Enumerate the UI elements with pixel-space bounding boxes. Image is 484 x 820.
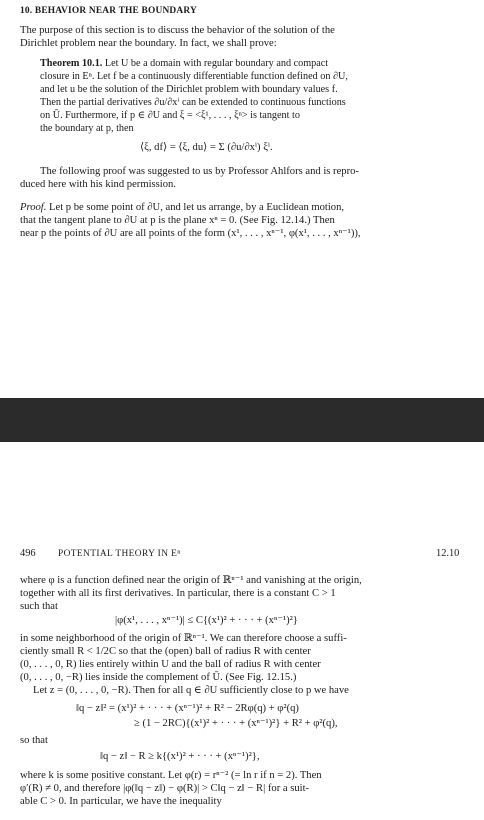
- equation-2-line-1: ‖q − z‖² = (x¹)² + · · · + (xⁿ⁻¹)² + R² − 2Rφ(q) + φ²(q): [76, 703, 299, 714]
- intro-line-2: Dirichlet problem near the boundary. In fact, we shall prove:: [20, 38, 277, 49]
- theorem-label: Theorem 10.1.: [40, 58, 103, 69]
- proof-line-3: near p the points of ∂U are all points of the form (x¹, . . . , xⁿ⁻¹, φ(x¹, . . . , xⁿ⁻¹)),: [20, 228, 361, 239]
- intro-line-1: The purpose of this section is to discuss the behavior of the solution of the: [20, 25, 335, 36]
- theorem-line-5: on Ū. Furthermore, if p ∈ ∂U and ξ = <ξ¹, . . . , ξⁿ> is tangent to: [40, 110, 300, 121]
- para-a-line-1: where φ is a function defined near the origin of ℝⁿ⁻¹ and vanishing at the origin,: [20, 575, 362, 586]
- page-divider: [0, 398, 484, 442]
- running-head: POTENTIAL THEORY IN Eⁿ: [58, 549, 181, 559]
- equation-3: ‖q − z‖ − R ≥ k{(x¹)² + · · · + (xⁿ⁻¹)²},: [100, 751, 260, 762]
- bottom-page: [0, 442, 484, 820]
- theorem-equation: ⟨ξ, df⟩ = ⟨ξ, du⟩ = Σ (∂u/∂xⁱ) ξⁱ.: [140, 142, 273, 153]
- proof-text-1: Let p be some point of ∂U, and let us arrange, by a Euclidean motion,: [46, 202, 345, 213]
- theorem-text-1: Let U be a domain with regular boundary and compact: [102, 58, 329, 69]
- para-b-line-3: (0, . . . , 0, R) lies entirely within U and the ball of radius R with center: [20, 659, 321, 670]
- top-page: [0, 0, 484, 398]
- theorem-line-2: closure in Eⁿ. Let f be a continuously differentiable function defined on ∂U,: [40, 71, 348, 82]
- section-heading: 10. BEHAVIOR NEAR THE BOUNDARY: [20, 6, 197, 16]
- section-number: 12.10: [436, 548, 460, 559]
- para-a-line-2: together with all its first derivatives. In particular, there is a constant C > 1: [20, 588, 336, 599]
- proof-line-1: [20, 201, 344, 214]
- proof-line-2: that the tangent plane to ∂U at p is the plane xⁿ = 0. (See Fig. 12.14.) Then: [20, 215, 335, 226]
- following-line-2: duced here with his kind permission.: [20, 179, 176, 190]
- para-b-line-4: (0, . . . , 0, −R) lies inside the complement of Ū. (See Fig. 12.15.): [20, 672, 297, 683]
- para-b-line-2: ciently small R < 1/2C so that the (open) ball of radius R with center: [20, 646, 311, 657]
- para-c-line-1: where k is some positive constant. Let φ(r) = rⁿ⁻² (= ln r if n = 2). Then: [20, 770, 322, 781]
- page-number: 496: [20, 548, 36, 559]
- para-b-line-1: in some neighborhood of the origin of ℝⁿ⁻¹. We can therefore choose a suffi-: [20, 633, 347, 644]
- following-line-1: The following proof was suggested to us by Professor Ahlfors and is repro-: [40, 166, 359, 177]
- equation-2-line-2: ≥ (1 − 2RC){(x¹)² + · · · + (xⁿ⁻¹)²} + R² + φ²(q),: [134, 718, 338, 729]
- theorem-line-4: Then the partial derivatives ∂u/∂xⁱ can be extended to continuous functions: [40, 97, 346, 108]
- para-b-line-5: Let z = (0, . . . , 0, −R). Then for all q ∈ ∂U sufficiently close to p we have: [33, 685, 349, 696]
- para-a-line-3: such that: [20, 601, 58, 612]
- para-c-line-2: φ′(R) ≠ 0, and therefore |φ(‖q − z‖) − φ(R)| > C‖q − z‖ − R| for a suit-: [20, 783, 310, 794]
- para-c-line-3: able C > 0. In particular, we have the inequality: [20, 796, 222, 807]
- proof-label: Proof.: [20, 202, 47, 213]
- so-that-text: so that: [20, 735, 48, 746]
- theorem-line-1: [40, 57, 328, 70]
- equation-1: |φ(x¹, . . . , xⁿ⁻¹)| ≤ C{(x¹)² + · · · + (xⁿ⁻¹)²}: [115, 615, 298, 626]
- theorem-line-3: and let u be the solution of the Dirichlet problem with boundary values f.: [40, 84, 338, 95]
- theorem-line-6: the boundary at p, then: [40, 123, 134, 134]
